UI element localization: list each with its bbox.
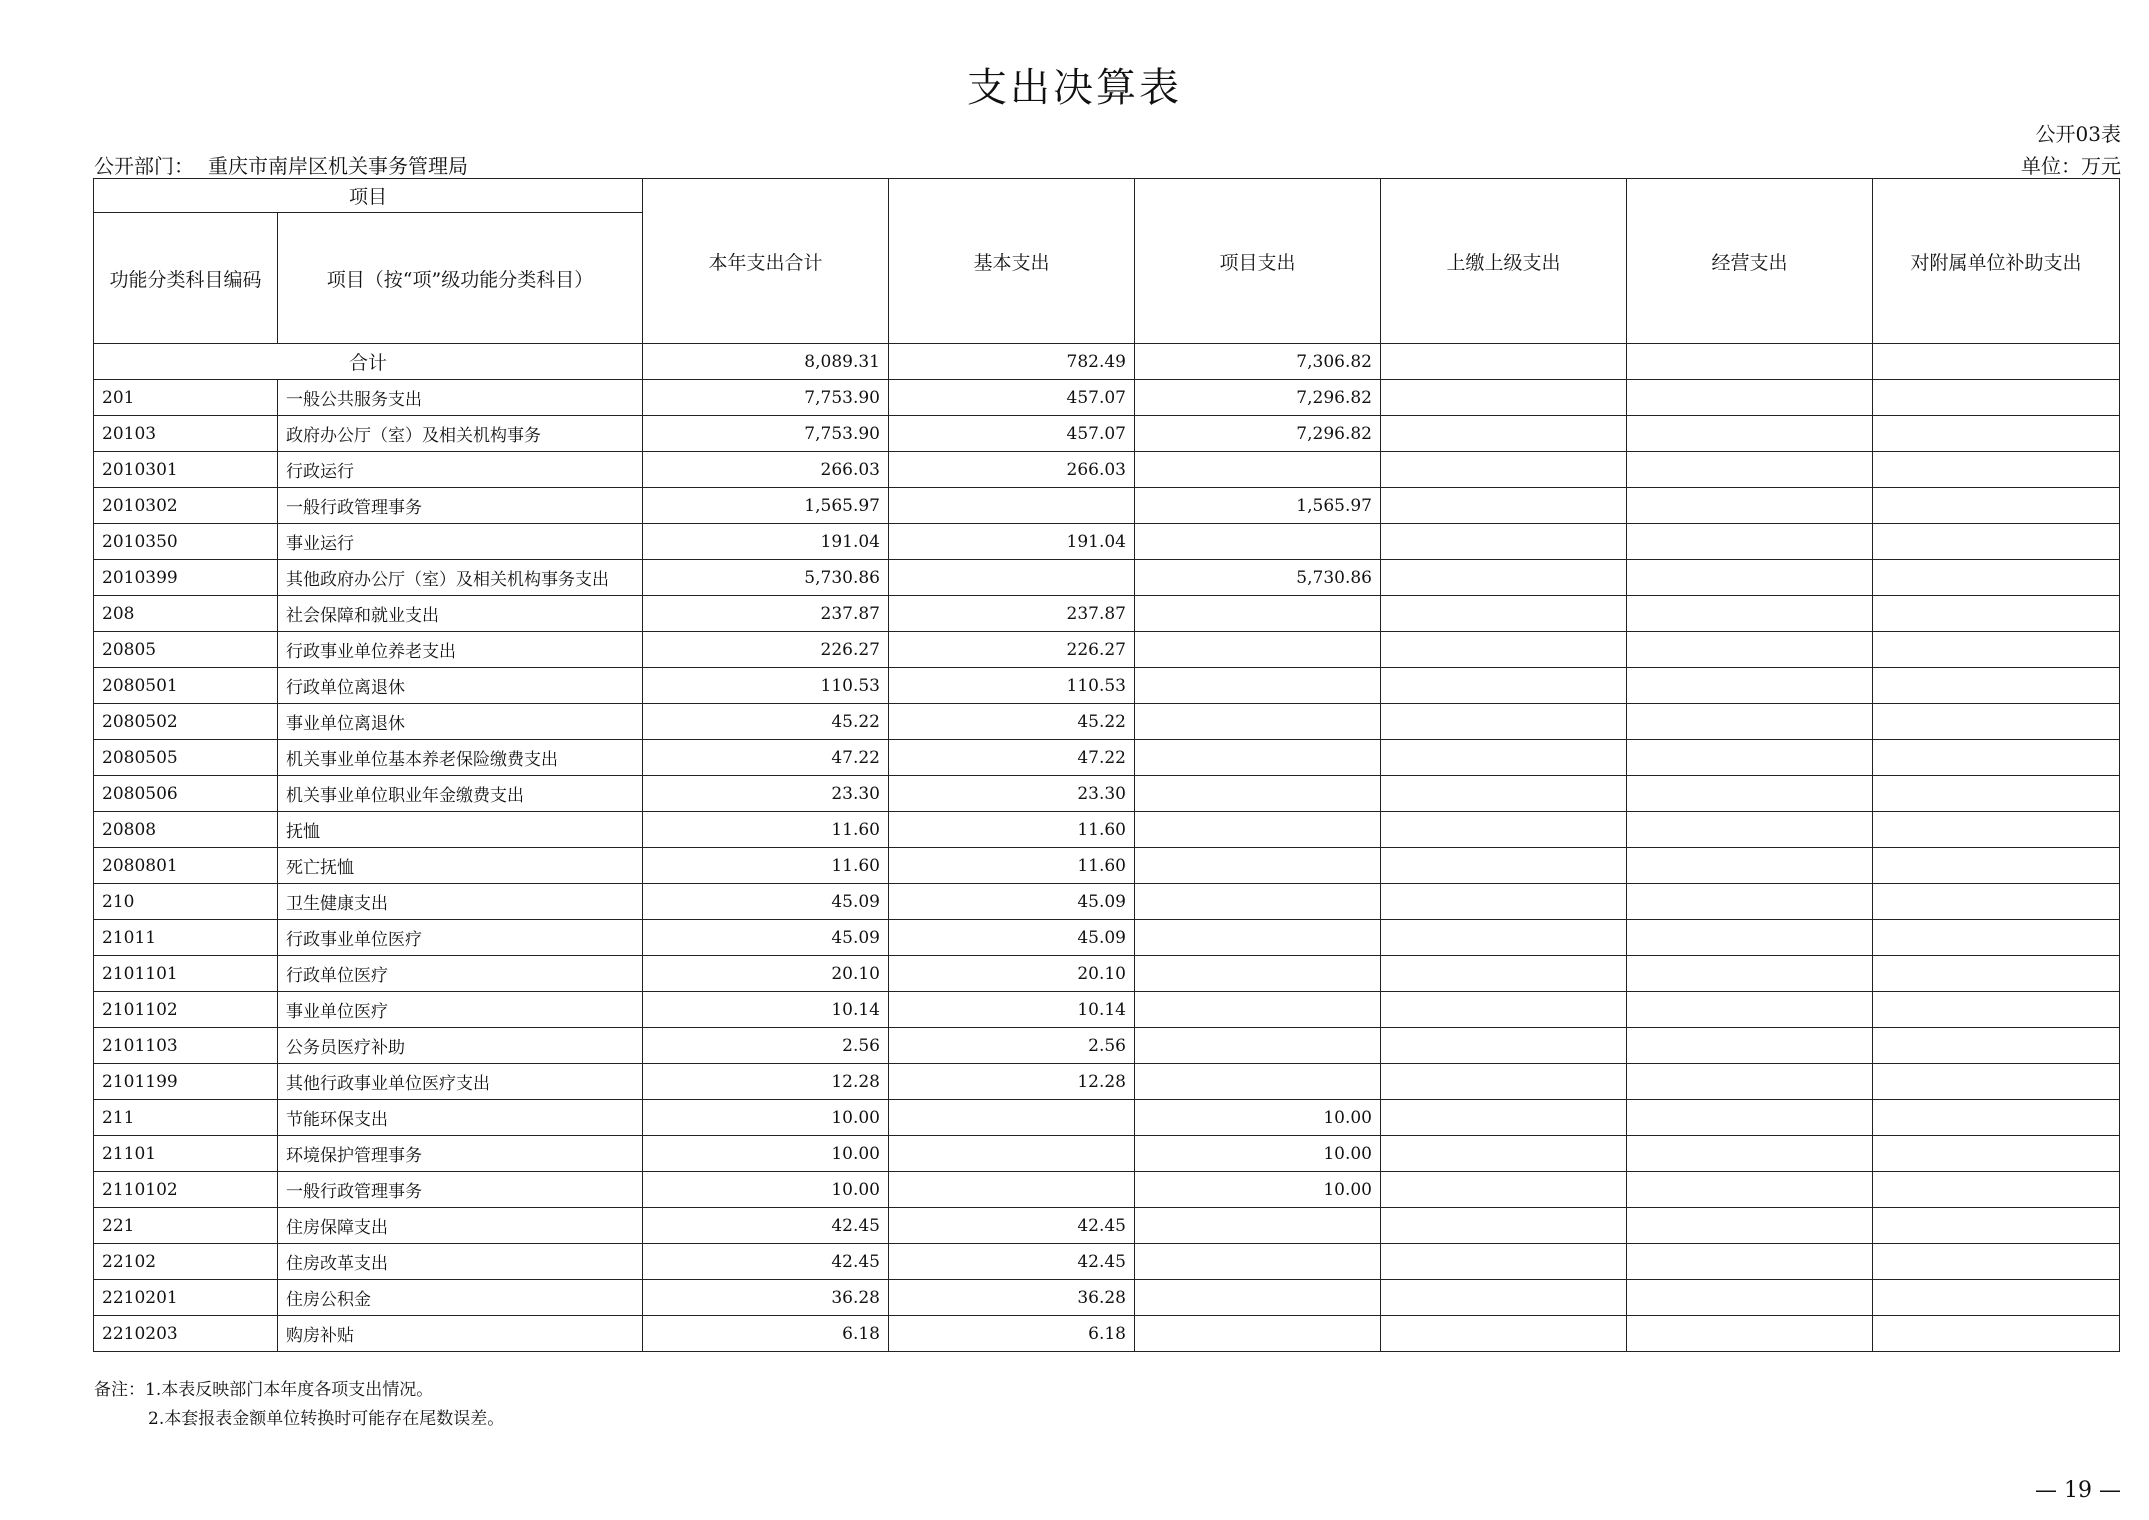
total-cell: 12.28 [643, 1064, 889, 1100]
total-cell: 10.14 [643, 992, 889, 1028]
code-cell: 208 [94, 596, 278, 632]
table-row [94, 776, 2120, 812]
subsidy-cell [1873, 560, 2120, 596]
total-label: 合计 [94, 344, 643, 380]
name-cell: 行政单位离退休 [278, 668, 643, 704]
basic-cell: 36.28 [889, 1280, 1135, 1316]
table-row [94, 1136, 2120, 1172]
project-cell: 10.00 [1135, 1172, 1381, 1208]
business-cell [1627, 992, 1873, 1028]
project-cell [1135, 668, 1381, 704]
subsidy-cell [1873, 1136, 2120, 1172]
project-cell [1135, 812, 1381, 848]
total-cell: 10.00 [643, 1136, 889, 1172]
total-cell: 6.18 [643, 1316, 889, 1352]
code-cell: 20103 [94, 416, 278, 452]
table-row [94, 992, 2120, 1028]
total-cell: 226.27 [643, 632, 889, 668]
code-cell: 201 [94, 380, 278, 416]
total-cell: 20.10 [643, 956, 889, 992]
business-cell [1627, 1244, 1873, 1280]
table-row [94, 956, 2120, 992]
upper-cell [1381, 1100, 1627, 1136]
header-total: 本年支出合计 [643, 179, 889, 344]
table-row [94, 920, 2120, 956]
total-cell: 237.87 [643, 596, 889, 632]
upper-cell [1381, 1172, 1627, 1208]
total-cell: 1,565.97 [643, 488, 889, 524]
name-cell: 行政事业单位医疗 [278, 920, 643, 956]
total-cell: 110.53 [643, 668, 889, 704]
basic-cell: 226.27 [889, 632, 1135, 668]
business-cell [1627, 1172, 1873, 1208]
table-row [94, 380, 2120, 416]
code-cell: 21101 [94, 1136, 278, 1172]
project-cell [1135, 992, 1381, 1028]
table-row [94, 488, 2120, 524]
note-1: 备注：1.本表反映部门本年度各项支出情况。 [94, 1380, 434, 1400]
total-cell: 10.00 [643, 1172, 889, 1208]
header-subsidy: 对附属单位补助支出 [1873, 179, 2120, 344]
business-cell [1627, 416, 1873, 452]
basic-cell: 45.22 [889, 704, 1135, 740]
business-cell [1627, 956, 1873, 992]
subsidy-cell [1873, 884, 2120, 920]
basic-cell [889, 1100, 1135, 1136]
basic-cell [889, 1136, 1135, 1172]
project-cell [1135, 524, 1381, 560]
basic-cell: 12.28 [889, 1064, 1135, 1100]
upper-cell [1381, 1064, 1627, 1100]
project-cell: 10.00 [1135, 1100, 1381, 1136]
project-cell [1135, 920, 1381, 956]
page-title: 支出决算表 [967, 65, 1182, 111]
upper-cell [1381, 1316, 1627, 1352]
department-label: 公开部门： [94, 154, 194, 178]
business-cell [1627, 1208, 1873, 1244]
business-cell [1627, 380, 1873, 416]
basic-cell: 11.60 [889, 848, 1135, 884]
name-cell: 其他行政事业单位医疗支出 [278, 1064, 643, 1100]
upper-cell [1381, 1244, 1627, 1280]
code-cell: 2010399 [94, 560, 278, 596]
code-cell: 2110102 [94, 1172, 278, 1208]
business-cell [1627, 704, 1873, 740]
subsidy-cell [1873, 596, 2120, 632]
upper-cell [1381, 740, 1627, 776]
code-cell: 211 [94, 1100, 278, 1136]
total-cell: 11.60 [643, 812, 889, 848]
table-row [94, 740, 2120, 776]
name-cell: 公务员医疗补助 [278, 1028, 643, 1064]
header-name: 项目（按“项”级功能分类科目） [278, 213, 643, 344]
business-cell [1627, 596, 1873, 632]
project-cell [1135, 848, 1381, 884]
code-cell: 2080501 [94, 668, 278, 704]
subsidy-cell [1873, 488, 2120, 524]
basic-cell: 42.45 [889, 1244, 1135, 1280]
header-project: 项目 [94, 179, 643, 213]
table-row [94, 1064, 2120, 1100]
subsidy-cell [1873, 812, 2120, 848]
business-cell [1627, 740, 1873, 776]
basic-cell: 266.03 [889, 452, 1135, 488]
subsidy-cell [1873, 524, 2120, 560]
basic-cell: 2.56 [889, 1028, 1135, 1064]
expenditure-table [93, 178, 2120, 1352]
upper-cell [1381, 380, 1627, 416]
header-project-expenditure: 项目支出 [1135, 179, 1381, 344]
basic-cell: 237.87 [889, 596, 1135, 632]
subsidy-cell [1873, 740, 2120, 776]
project-cell [1135, 632, 1381, 668]
project-cell [1135, 1244, 1381, 1280]
subsidy-cell [1873, 1064, 2120, 1100]
business-cell [1627, 1280, 1873, 1316]
subsidy-cell [1873, 668, 2120, 704]
project-cell [1135, 452, 1381, 488]
name-cell: 事业单位医疗 [278, 992, 643, 1028]
code-cell: 221 [94, 1208, 278, 1244]
name-cell: 机关事业单位职业年金缴费支出 [278, 776, 643, 812]
upper-cell [1381, 1208, 1627, 1244]
department-name: 重庆市南岸区机关事务管理局 [208, 154, 468, 178]
business-cell [1627, 344, 1873, 380]
code-cell: 2080506 [94, 776, 278, 812]
upper-cell [1381, 560, 1627, 596]
code-cell: 2080502 [94, 704, 278, 740]
table-row [94, 1208, 2120, 1244]
basic-cell: 23.30 [889, 776, 1135, 812]
project-cell: 1,565.97 [1135, 488, 1381, 524]
basic-cell: 191.04 [889, 524, 1135, 560]
upper-cell [1381, 632, 1627, 668]
project-cell [1135, 1208, 1381, 1244]
business-cell [1627, 920, 1873, 956]
code-cell: 2010302 [94, 488, 278, 524]
basic-cell: 782.49 [889, 344, 1135, 380]
name-cell: 住房改革支出 [278, 1244, 643, 1280]
total-cell: 266.03 [643, 452, 889, 488]
code-cell: 20808 [94, 812, 278, 848]
name-cell: 购房补贴 [278, 1316, 643, 1352]
name-cell: 其他政府办公厅（室）及相关机构事务支出 [278, 560, 643, 596]
basic-cell: 45.09 [889, 920, 1135, 956]
code-cell: 20805 [94, 632, 278, 668]
project-cell [1135, 596, 1381, 632]
upper-cell [1381, 848, 1627, 884]
name-cell: 抚恤 [278, 812, 643, 848]
code-cell: 2101102 [94, 992, 278, 1028]
total-cell: 36.28 [643, 1280, 889, 1316]
table-row [94, 596, 2120, 632]
code-cell: 2210203 [94, 1316, 278, 1352]
table-row [94, 1244, 2120, 1280]
table-row [94, 1100, 2120, 1136]
business-cell [1627, 560, 1873, 596]
name-cell: 机关事业单位基本养老保险缴费支出 [278, 740, 643, 776]
total-cell: 8,089.31 [643, 344, 889, 380]
business-cell [1627, 848, 1873, 884]
code-cell: 2010301 [94, 452, 278, 488]
business-cell [1627, 812, 1873, 848]
code-cell: 2080801 [94, 848, 278, 884]
basic-cell [889, 1172, 1135, 1208]
header-upper-payment: 上缴上级支出 [1381, 179, 1627, 344]
project-cell [1135, 1316, 1381, 1352]
business-cell [1627, 884, 1873, 920]
project-cell: 7,296.82 [1135, 416, 1381, 452]
upper-cell [1381, 524, 1627, 560]
name-cell: 一般行政管理事务 [278, 488, 643, 524]
project-cell [1135, 884, 1381, 920]
total-cell: 10.00 [643, 1100, 889, 1136]
notes [94, 1376, 504, 1434]
name-cell: 一般行政管理事务 [278, 1172, 643, 1208]
name-cell: 死亡抚恤 [278, 848, 643, 884]
project-cell [1135, 1028, 1381, 1064]
upper-cell [1381, 1028, 1627, 1064]
business-cell [1627, 1136, 1873, 1172]
table-row [94, 416, 2120, 452]
basic-cell: 6.18 [889, 1316, 1135, 1352]
basic-cell [889, 560, 1135, 596]
header-code: 功能分类科目编码 [94, 213, 278, 344]
upper-cell [1381, 668, 1627, 704]
upper-cell [1381, 776, 1627, 812]
subsidy-cell [1873, 380, 2120, 416]
code-cell: 2080505 [94, 740, 278, 776]
project-cell [1135, 956, 1381, 992]
upper-cell [1381, 956, 1627, 992]
page-number: — 19 — [2035, 1478, 2121, 1503]
total-cell: 7,753.90 [643, 416, 889, 452]
business-cell [1627, 452, 1873, 488]
code-cell: 2101103 [94, 1028, 278, 1064]
total-cell: 42.45 [643, 1208, 889, 1244]
project-cell: 10.00 [1135, 1136, 1381, 1172]
business-cell [1627, 488, 1873, 524]
upper-cell [1381, 596, 1627, 632]
business-cell [1627, 524, 1873, 560]
upper-cell [1381, 1280, 1627, 1316]
note-2: 2.本套报表金额单位转换时可能存在尾数误差。 [148, 1409, 505, 1429]
table-row [94, 668, 2120, 704]
code-cell: 2010350 [94, 524, 278, 560]
total-cell: 2.56 [643, 1028, 889, 1064]
name-cell: 住房保障支出 [278, 1208, 643, 1244]
code-cell: 22102 [94, 1244, 278, 1280]
name-cell: 政府办公厅（室）及相关机构事务 [278, 416, 643, 452]
project-cell: 5,730.86 [1135, 560, 1381, 596]
business-cell [1627, 1100, 1873, 1136]
subsidy-cell [1873, 920, 2120, 956]
subsidy-cell [1873, 344, 2120, 380]
header-basic: 基本支出 [889, 179, 1135, 344]
name-cell: 一般公共服务支出 [278, 380, 643, 416]
business-cell [1627, 668, 1873, 704]
subsidy-cell [1873, 1316, 2120, 1352]
project-cell [1135, 1280, 1381, 1316]
code-cell: 21011 [94, 920, 278, 956]
name-cell: 环境保护管理事务 [278, 1136, 643, 1172]
total-cell: 45.22 [643, 704, 889, 740]
basic-cell: 11.60 [889, 812, 1135, 848]
subsidy-cell [1873, 452, 2120, 488]
table-row [94, 524, 2120, 560]
business-cell [1627, 1316, 1873, 1352]
upper-cell [1381, 452, 1627, 488]
basic-cell: 45.09 [889, 884, 1135, 920]
name-cell: 事业单位离退休 [278, 704, 643, 740]
name-cell: 卫生健康支出 [278, 884, 643, 920]
project-cell [1135, 740, 1381, 776]
business-cell [1627, 1028, 1873, 1064]
upper-cell [1381, 884, 1627, 920]
subsidy-cell [1873, 1028, 2120, 1064]
subsidy-cell [1873, 1244, 2120, 1280]
upper-cell [1381, 812, 1627, 848]
total-cell: 5,730.86 [643, 560, 889, 596]
total-row [94, 344, 2120, 380]
subsidy-cell [1873, 956, 2120, 992]
header-business: 经营支出 [1627, 179, 1873, 344]
total-cell: 23.30 [643, 776, 889, 812]
name-cell: 事业运行 [278, 524, 643, 560]
upper-cell [1381, 488, 1627, 524]
subsidy-cell [1873, 1280, 2120, 1316]
code-cell: 2101101 [94, 956, 278, 992]
basic-cell: 20.10 [889, 956, 1135, 992]
name-cell: 行政事业单位养老支出 [278, 632, 643, 668]
name-cell: 住房公积金 [278, 1280, 643, 1316]
project-cell [1135, 1064, 1381, 1100]
total-cell: 191.04 [643, 524, 889, 560]
total-cell: 45.09 [643, 884, 889, 920]
table-row [94, 1316, 2120, 1352]
basic-cell: 10.14 [889, 992, 1135, 1028]
table-row [94, 848, 2120, 884]
total-cell: 7,753.90 [643, 380, 889, 416]
table-row [94, 1280, 2120, 1316]
table-row [94, 632, 2120, 668]
subsidy-cell [1873, 704, 2120, 740]
project-cell: 7,296.82 [1135, 380, 1381, 416]
department-line [94, 150, 468, 179]
upper-cell [1381, 416, 1627, 452]
subsidy-cell [1873, 632, 2120, 668]
basic-cell: 47.22 [889, 740, 1135, 776]
total-cell: 42.45 [643, 1244, 889, 1280]
total-cell: 47.22 [643, 740, 889, 776]
business-cell [1627, 1064, 1873, 1100]
table-row [94, 1172, 2120, 1208]
upper-cell [1381, 1136, 1627, 1172]
basic-cell: 110.53 [889, 668, 1135, 704]
name-cell: 社会保障和就业支出 [278, 596, 643, 632]
table-row [94, 704, 2120, 740]
code-cell: 2210201 [94, 1280, 278, 1316]
basic-cell: 42.45 [889, 1208, 1135, 1244]
upper-cell [1381, 704, 1627, 740]
business-cell [1627, 776, 1873, 812]
subsidy-cell [1873, 776, 2120, 812]
total-cell: 45.09 [643, 920, 889, 956]
subsidy-cell [1873, 1172, 2120, 1208]
table-row [94, 1028, 2120, 1064]
total-cell: 11.60 [643, 848, 889, 884]
table-row [94, 812, 2120, 848]
table-row [94, 884, 2120, 920]
subsidy-cell [1873, 992, 2120, 1028]
business-cell [1627, 632, 1873, 668]
name-cell: 行政运行 [278, 452, 643, 488]
name-cell: 节能环保支出 [278, 1100, 643, 1136]
subsidy-cell [1873, 1208, 2120, 1244]
upper-cell [1381, 920, 1627, 956]
upper-cell [1381, 344, 1627, 380]
code-cell: 210 [94, 884, 278, 920]
table-row [94, 452, 2120, 488]
unit-label: 单位：万元 [2021, 154, 2121, 178]
project-cell: 7,306.82 [1135, 344, 1381, 380]
project-cell [1135, 776, 1381, 812]
project-cell [1135, 704, 1381, 740]
table-row [94, 560, 2120, 596]
name-cell: 行政单位医疗 [278, 956, 643, 992]
basic-cell: 457.07 [889, 416, 1135, 452]
subsidy-cell [1873, 848, 2120, 884]
subsidy-cell [1873, 1100, 2120, 1136]
table-number: 公开03表 [2035, 122, 2121, 146]
code-cell: 2101199 [94, 1064, 278, 1100]
upper-cell [1381, 992, 1627, 1028]
basic-cell [889, 488, 1135, 524]
basic-cell: 457.07 [889, 380, 1135, 416]
subsidy-cell [1873, 416, 2120, 452]
